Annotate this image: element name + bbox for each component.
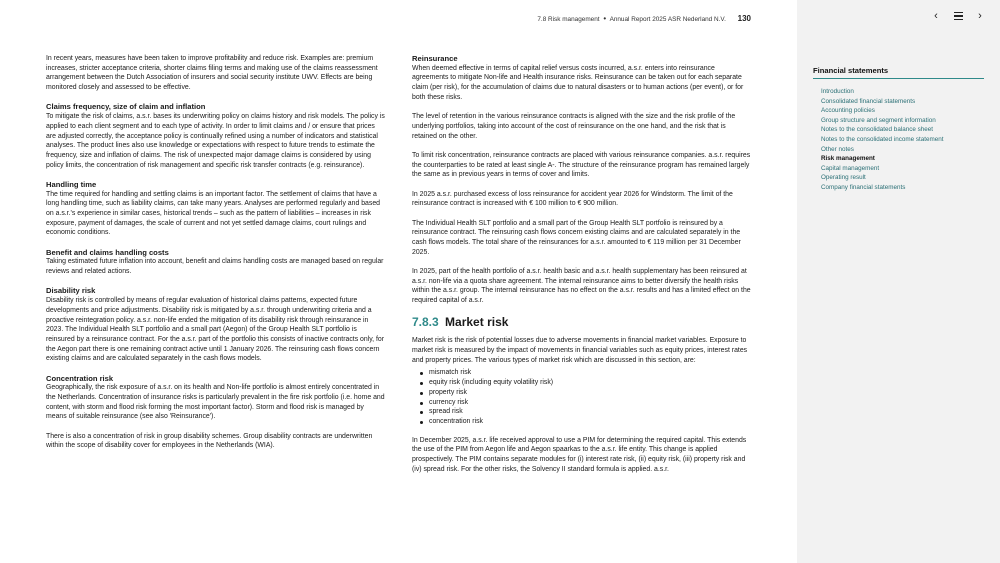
market-risk-list (420, 368, 752, 426)
concentration-paragraph: Geographically, the risk exposure of a.s.r. on its health and Non-life portfolio is almost entirely concentrated in the Netherlands. Concentration of insurance risks is particularly prevalent in the fire risk portfolio (i.e. home and content, with storm and flood risk forming the most important factor). Storm and flood risk is managed by means of suitable reinsurance (see also 'Reinsurance'). (46, 384, 385, 421)
benefit-heading: Benefit and claims handling costs (46, 247, 169, 257)
risk-concentration-paragraph: To limit risk concentration, reinsurance contracts are placed with various reinsurance companies. a.s.r. requires the counterparties to be rated at least single A-. The structure of the reinsurance program has remained largely the same as in previous years in terms of cover and limits. (412, 151, 751, 179)
market-risk-heading (412, 315, 752, 329)
reinsurance-paragraph: When deemed effective in terms of capital relief versus costs incurred, a.s.r. enters into reinsurance agreements to mitigate Non-life and Health insurance risks. Reinsurance can be taken out for each separate claim (per risk), for the accumulation of claims due to natural disasters or to human actions (per event), or for both these risks. (412, 64, 744, 101)
disability-heading: Disability risk (46, 286, 96, 296)
disability-paragraph: Disability risk is controlled by means of regular evaluation of historical claims patterns, expected future developments and price adjustments. Disability risk is mitigated by a.s.r. through underwriting criteria and a proactive reintegration policy. a.s.r. non-life ended the mitigation of its disability risk through reinsurance in 2023. The Individual Health SLT portfolio and a small part (Aegon) of the Group Health SLT portfolio is reinsured by a reinsurance contract. For the a.s.r. part of the portfolio this consists of inactive contracts only, for the Aegon part there is one remaining contract active until 1 January 2026. The reinsuring cash flows concern existing claims and are calculated separately in the cash flows models. (46, 297, 385, 363)
menu-icon[interactable] (947, 9, 969, 23)
chevron-left-icon[interactable]: ‹ (934, 10, 938, 22)
windstorm-paragraph: In 2025 a.s.r. purchased excess of loss reinsurance for accident year 2026 for Windstorm. The limit of the reinsurance contract is increased with € 100 million to € 900 million. (412, 190, 733, 208)
claims-block (46, 102, 386, 170)
quota-share-paragraph: In 2025, part of the health portfolio of a.s.r. health basic and a.s.r. health supplementary has been reinsured at a.s.r. non-life via a quota share agreement. The internal reinsurance aims to better diversify the health risks within the a.s.r. group. The internal reinsurance has no effect on the a.s.r. results and has a limited effect on the required capital of a.s.r. (412, 267, 751, 305)
sidebar-nav-list (821, 87, 996, 193)
concentration-heading: Concentration risk (46, 373, 114, 383)
pim-paragraph: In December 2025, a.s.r. life received approval to use a PIM for determining the required capital. This extends the use of the PIM from Aegon life and Aegon spaarkas to the a.s.r. life entity. This change is applied prospectively. The PIM contains separate modules for (i) interest rate risk, (ii) equity risk, (iii) property risk and (iv) spread risk. For the other risks, the Solvency II standard formula is applied. a.s.r. (412, 436, 747, 473)
benefit-paragraph: Taking estimated future inflation into account, benefit and claims handling costs are managed based on regular reviews and related actions. (46, 258, 384, 276)
retention-paragraph: The level of retention in the various reinsurance contracts is aligned with the size and the risk profile of the underlying portfolios, taking into account of the cost of reinsurance on the one hand, and the risk that is retained on the other. (412, 113, 736, 140)
list-item: equity risk (including equity volatility risk) (420, 378, 752, 388)
sidebar-item-consolidated-financial-statements[interactable]: Consolidated financial statements (821, 97, 916, 105)
sidebar-item-introduction[interactable]: Introduction (821, 88, 854, 95)
left-column (46, 54, 386, 461)
list-item: spread risk (420, 407, 752, 417)
right-column (412, 54, 752, 474)
sidebar-item-operating-result[interactable]: Operating result (821, 174, 866, 182)
benefit-block (46, 248, 386, 277)
page-header (537, 14, 751, 23)
toc-sidebar (797, 0, 1000, 563)
sidebar-item-accounting-policies[interactable]: Accounting policies (821, 107, 875, 115)
claims-heading: Claims frequency, size of claim and inflation (46, 102, 206, 112)
market-risk-title: Market risk (445, 315, 509, 330)
concentration-paragraph-2: There is also a concentration of risk in group disability schemes. Group disability contracts are underwritten within the scope of disability cover for employees in the Netherlands (WIA). (46, 432, 373, 450)
intro-paragraph: In recent years, measures have been taken to improve profitability and reduce risk. Examples are: premium increases, stricter acceptance criteria, shorter claims filing terms and making use of the claims reassessment arrangement between the Dutch Association of insurers and social security institute UWV. Effects are being monitored closely and assessed to be effective. (46, 55, 378, 92)
health-slt-paragraph: The Individual Health SLT portfolio and a small part of the Group Health SLT portfolio is reinsured by a reinsurance contract. The reinsuring cash flows concern existing claims and are calculated separately in the cash flows models. The total share of the reinsurances for a.s.r. amounted to € 119 million per 31 December 2025. (412, 219, 741, 256)
header-report-title: Annual Report 2025 ASR Nederland N.V. (609, 16, 726, 23)
market-risk-paragraph: Market risk is the risk of potential losses due to adverse movements in financial market variables. Exposure to market risk is measured by the impact of movements in financial variables such as equity prices, interest rates and property prices. The various types of market risk which are discussed in this section, are: (412, 337, 748, 364)
list-item: concentration risk (420, 417, 752, 427)
handling-block (46, 180, 386, 238)
sidebar-item-income-statement-notes[interactable]: Notes to the consolidated income statement (821, 135, 944, 143)
handling-paragraph: The time required for handling and settling claims is an important factor. The settlement of claims that have a long handling time, such as liability claims, can take many years. Analyses are performed regularly and based on a.s.r.'s experience in similar cases, historical trends – such as the pattern of liabilities – increases in risk exposure, payment of damages, the scale of current and not yet settled damage claims, court rulings and economic conditions. (46, 190, 380, 237)
sidebar-title: Financial statements (813, 66, 984, 79)
header-section: 7.8 Risk management (537, 16, 600, 23)
chevron-right-icon[interactable]: › (978, 10, 982, 22)
concentration-block (46, 374, 386, 452)
disability-block (46, 286, 386, 364)
header-bullet: • (603, 14, 607, 23)
sidebar-item-other-notes[interactable]: Other notes (821, 145, 854, 153)
list-item: currency risk (420, 398, 752, 408)
list-item: property risk (420, 388, 752, 398)
sidebar-item-risk-management[interactable]: Risk management (821, 155, 875, 163)
claims-paragraph: To mitigate the risk of claims, a.s.r. bases its underwriting policy on claims history and risk models. The policy is applied to each client segment and to each type of activity. In order to limit claims and / or ensure that prices are adjusted correctly, the acceptance policy is continually refined using a number of indicators and statistical analyses. The product lines also use knowledge or expectations with respect to future trends to estimate the frequency, size and inflation of claims. The risk of unexpected major damage claims is considered by using policy limits, the concentration of risk management and specific risk transfer contracts (e.g. reinsurance). (46, 113, 385, 169)
sidebar-item-balance-sheet-notes[interactable]: Notes to the consolidated balance sheet (821, 126, 934, 134)
sidebar-item-capital-management[interactable]: Capital management (821, 164, 880, 172)
sidebar-item-group-structure[interactable]: Group structure and segment information (821, 116, 936, 124)
market-risk-number: 7.8.3 (412, 315, 439, 330)
page-number: 130 (737, 14, 751, 23)
sidebar-item-company-financial-statements[interactable]: Company financial statements (821, 183, 906, 191)
handling-heading: Handling time (46, 179, 97, 189)
list-item: mismatch risk (420, 368, 752, 378)
reinsurance-block (412, 54, 752, 103)
reinsurance-heading: Reinsurance (412, 54, 458, 63)
viewer-nav (925, 9, 991, 23)
